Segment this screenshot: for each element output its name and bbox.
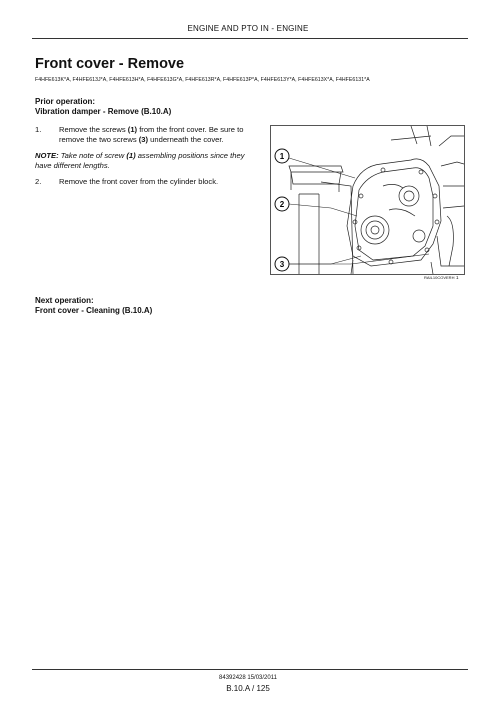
engine-front-cover-figure	[270, 125, 465, 275]
figure-caption: RAIL10COVERH	[424, 275, 455, 280]
step-number: 2.	[35, 177, 42, 186]
header-rule	[32, 38, 468, 39]
callout-1	[275, 149, 289, 163]
page-number: B.10.A / 125	[226, 684, 270, 693]
step-1	[35, 125, 257, 145]
step-text: Remove the front cover from the cylinder block.	[59, 177, 219, 186]
next-operation-label: Next operation:	[35, 296, 94, 305]
document-code: 84392428 15/03/2011	[219, 675, 277, 681]
running-header: ENGINE AND PTO IN - ENGINE	[187, 24, 309, 33]
footer-rule	[32, 669, 468, 670]
page-title: Front cover - Remove	[35, 56, 185, 72]
step-text: Remove the screws (1) from the front cover. Be sure to remove the two screws (3) underneath the cover.	[59, 125, 244, 144]
prior-operation-link[interactable]: Vibration damper - Remove (B.10.A)	[35, 107, 172, 116]
note-label: NOTE:	[35, 151, 59, 160]
callout-2	[275, 197, 289, 211]
step-2	[35, 177, 257, 187]
prior-operation-label: Prior operation:	[35, 97, 96, 106]
svg-text:3: 3	[279, 260, 285, 269]
step-number: 1.	[35, 125, 42, 134]
model-list: F4HFE613K*A, F4HFE613J*A, F4HFE613H*A, F4HFE613G*A, F4HFE613R*A, F4HFE613P*A, F4HFE613Y*A, F4HFE613X*A, F4HFE6131*A	[35, 77, 370, 83]
note: NOTE: Take note of screw (1) assembling positions since they have different lengths.	[35, 151, 245, 170]
svg-text:1: 1	[279, 152, 285, 161]
svg-text:2: 2	[279, 200, 285, 209]
callout-3	[275, 257, 289, 271]
figure-number: 1	[456, 275, 459, 280]
engine-illustration	[271, 126, 464, 274]
next-operation-link[interactable]: Front cover - Cleaning (B.10.A)	[35, 306, 153, 315]
